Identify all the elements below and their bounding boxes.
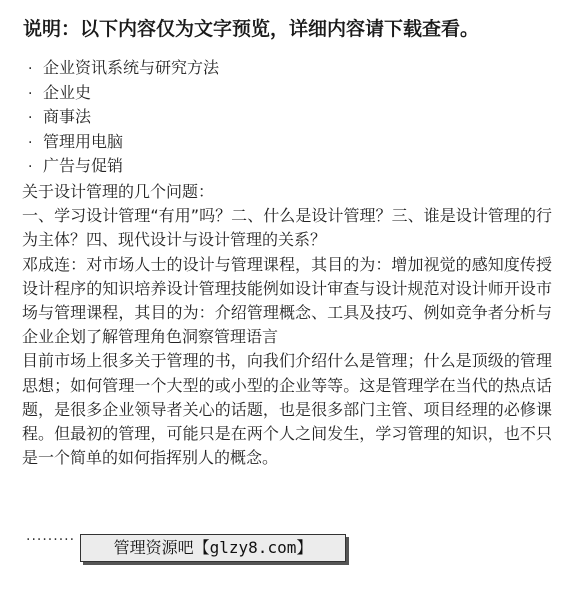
document-body <box>22 180 552 470</box>
list-item-label: 企业史 <box>43 82 92 102</box>
preview-notice: 说明：以下内容仅为文字预览，详细内容请下载查看。 <box>23 18 480 40</box>
list-item-label: 广告与促销 <box>43 156 124 175</box>
paragraph-course-goals: 邓成连：对市场人士的设计与管理课程，其目的为：增加视觉的感知度传授设计程序的知识培养设计管理技能例如设计审查与设计规范对设计师开设市场与管理课程，其目的为：介绍管理概念、工具及技巧、例如竞争者分析与企业企划了解管理角色洞察管理语言 <box>22 254 552 347</box>
list-item <box>28 105 219 130</box>
banner-prefix: 管理资源吧【 <box>113 538 210 557</box>
list-item-label: 商事法 <box>43 107 92 126</box>
banner-site: glzy8.com <box>209 538 297 557</box>
bullet-dot: · <box>28 159 33 175</box>
list-item-label: 管理用电脑 <box>43 131 124 151</box>
list-item <box>28 56 219 81</box>
truncation-ellipsis: ········· <box>26 532 76 548</box>
bullet-dot: · <box>28 110 33 126</box>
bullet-dot: · <box>28 134 33 151</box>
section-heading: 关于设计管理的几个问题： <box>22 182 215 201</box>
bullet-dot: · <box>28 61 33 77</box>
list-item <box>28 130 219 155</box>
list-item <box>28 81 219 106</box>
site-banner[interactable] <box>80 534 346 562</box>
topic-list <box>28 56 219 179</box>
list-item-label: 企业资讯系统与研究方法 <box>43 58 220 77</box>
banner-suffix: 】 <box>296 538 313 557</box>
paragraph-management-intro: 目前市场上很多关于管理的书，向我们介绍什么是管理；什么是顶级的管理思想；如何管理一个大型的或小型的企业等等。这是管理学在当代的热点话题，是很多企业领导者关心的话题，也是很多部门主管、项目经理的必修课程。但最初的管理，可能只是在两个人之间发生，学习管理的知识，也不只是一个简单的如何指挥别人的概念。 <box>22 351 552 468</box>
paragraph-questions: 一、学习设计管理“有用”吗？二、什么是设计管理？三、谁是设计管理的行为主体？四、现代设计与设计管理的关系？ <box>22 206 552 250</box>
bullet-dot: · <box>28 85 33 102</box>
list-item <box>28 154 219 179</box>
